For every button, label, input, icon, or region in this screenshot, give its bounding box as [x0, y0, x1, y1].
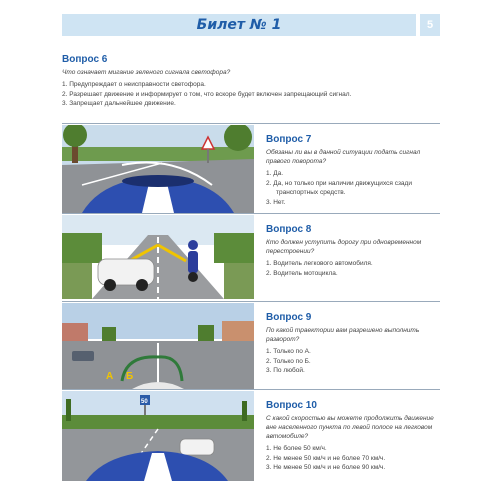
- question-8-answer-2: 2. Водитель мотоцикла.: [266, 269, 338, 277]
- min-speed-sign: 50: [141, 399, 148, 405]
- question-8-text: Кто должен уступить дорогу при одновременном перестроении?: [266, 239, 422, 255]
- question-9-title: Вопрос 9: [266, 312, 312, 323]
- question-7-answer-2: 2. Да, но только при наличии движущихся сзади транспортных средств.: [266, 179, 412, 196]
- question-8-answer-1: 1. Водитель легкового автомобиля.: [266, 260, 373, 267]
- question-6-text: Что означает мигание зеленого сигнала светофора?: [62, 69, 231, 76]
- question-7-text-block: [266, 134, 436, 207]
- question-6-answer-3: 3. Запрещает дальнейшее движение.: [62, 100, 176, 107]
- ticket-header: [62, 14, 416, 36]
- question-7: [62, 123, 440, 212]
- question-7-title: Вопрос 7: [266, 134, 312, 145]
- question-9-image: [62, 303, 254, 389]
- question-10-answer-3: 3. Не менее 50 км/ч и не более 90 км/ч.: [266, 464, 386, 471]
- ticket-title: Билет № 1: [196, 17, 282, 33]
- question-6-answer-1: 1. Предупреждает о неисправности светофора.: [62, 81, 206, 88]
- question-9-text-block: [266, 312, 436, 376]
- question-7-image: [62, 125, 254, 213]
- trajectory-label-b: Б: [126, 371, 134, 382]
- question-10-text-block: [266, 400, 436, 473]
- question-6: [62, 54, 442, 109]
- question-7-answer-3: 3. Нет.: [266, 198, 286, 206]
- question-10-text: С какой скоростью вы можете продолжить движение вне населенного пункта по левой полосе на легковом автомобиле?: [266, 415, 434, 440]
- question-8-image: [62, 215, 254, 299]
- question-9: [62, 301, 440, 388]
- question-6-title: Вопрос 6: [62, 54, 108, 65]
- question-7-text: Обязаны ли вы в данной ситуации подать сигнал правого поворота?: [266, 149, 421, 165]
- question-10-answer-2: 2. Не менее 50 км/ч и не более 70 км/ч.: [266, 454, 386, 462]
- question-10: [62, 389, 440, 480]
- question-8-text-block: [266, 224, 436, 278]
- question-9-answer-2: 2. Только по Б.: [266, 357, 311, 365]
- question-10-image: [62, 391, 254, 481]
- question-10-answer-1: 1. Не более 50 км/ч.: [266, 445, 327, 452]
- question-6-answer-2: 2. Разрешает движение и информирует о том, что вскоре будет включен запрещающий сигнал.: [62, 90, 352, 98]
- question-10-title: Вопрос 10: [266, 400, 317, 411]
- question-7-answer-1: 1. Да.: [266, 170, 284, 177]
- question-8-title: Вопрос 8: [266, 224, 312, 235]
- question-9-answer-1: 1. Только по А.: [266, 348, 311, 355]
- question-8: [62, 213, 440, 300]
- question-9-text: По какой траектории вам разрешено выполнить разворот?: [266, 327, 420, 343]
- page-number: 5: [420, 14, 440, 36]
- question-9-answer-3: 3. По любой.: [266, 367, 305, 374]
- trajectory-label-a: А: [106, 371, 114, 382]
